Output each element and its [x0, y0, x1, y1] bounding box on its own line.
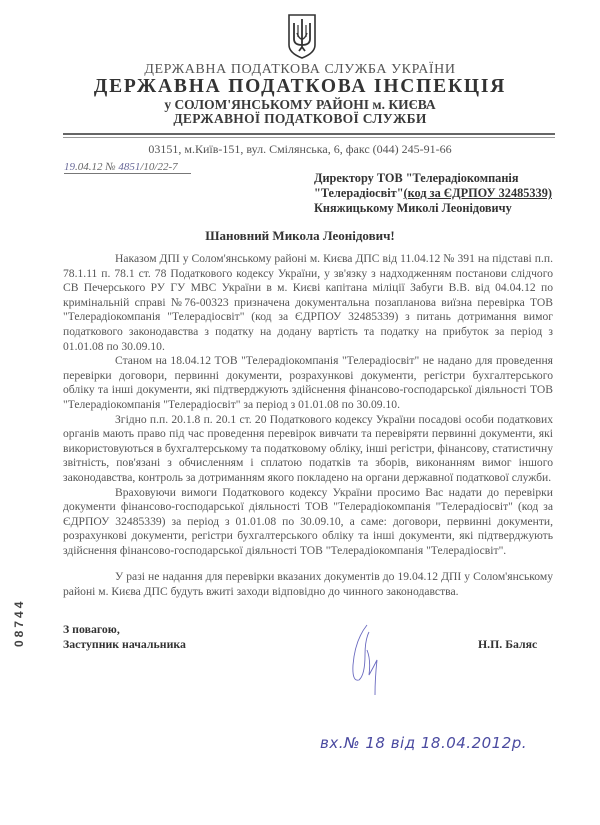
reference-number — [64, 161, 191, 173]
handwritten-signature — [345, 620, 395, 700]
handwritten-registration-note — [320, 734, 560, 764]
paragraph: Згідно п.п. 20.1.8 п. 20.1 ст. 20 Податкового кодексу України посадові особи податкових органів мають право під час проведення перевірок вивчати та перевіряти первинні документи, які використовуються в бухгалтерському та податковому обліку, інші регістри, фінансову, статистичну звітність, пов'язані з обчисленням і сплатою податків та зборів, виконанням вимог іншого законодавства, контроль за дотриманням якого покладено на органи державної податкової служби. — [63, 412, 553, 484]
recipient-company: "Телерадіосвіт" — [314, 186, 404, 200]
reference-suffix: /10/22-7 — [140, 161, 178, 173]
paragraph: Наказом ДПІ у Солом'янському районі м. Києва ДПС від 11.04.12 № 391 на підставі п.п. 78.1.11 п. 78.1 ст. 78 Податкового кодексу України, у зв'язку з надходженням постанови слідчого СВ Печерського РУ ГУ МВС України в м. Києві капітана міліції Забуги В.В. від 04.04.12 по кримінальній справі №76-00323 призначена документальна позапланова виїзна перевірка ТОВ "Телерадіокомпанія "Телерадіосвіт" (код за ЄДРПОУ 32485339) з питань дотримання вимог податкового законодавства з податку на додану вартість та податку на прибуток за період з 01.01.08 по 30.09.10. — [63, 252, 553, 353]
handwritten-note-text: вх.№ 18 від 18.04.2012р. — [320, 734, 528, 752]
paragraph: Станом на 18.04.12 ТОВ "Телерадіокомпанія "Телерадіосвіт" не надано для проведення перевірки договори, первинні документи, розрахункові документи, регістри бухгалтерського обліку та інші документи, які підтверджують здійснення фінансово-господарської діяльності ТОВ "Телерадіокомпанія "Телерадіосвіт" за період з 01.01.08 по 30.09.10. — [63, 354, 553, 411]
paragraph: Враховуючи вимоги Податкового кодексу України просимо Вас надати до перевірки документи фінансово-господарської діяльності ТОВ "Телерадіокомпанія "Телерадіосвіт" (код за ЄДРПОУ 32485339) за період з 01.01.08 по 30.09.10, а саме: договори, первинні документи, розрахункові документи, регістри бухгалтерського обліку та інші документи, які підтверджують здійснення фінансово-господарської діяльності ТОВ "Телерадіокомпанія "Телерадіосвіт". — [63, 485, 553, 557]
district-title: у СОЛОМ'ЯНСЬКОМУ РАЙОНІ м. КИЄВА — [164, 97, 436, 112]
closing-block — [63, 622, 186, 652]
trident-emblem-icon — [287, 13, 317, 59]
recipient-line-1: Директору ТОВ "Телерадіокомпанія — [314, 171, 519, 185]
reference-date: .04.12 № — [75, 161, 116, 173]
salutation: Шановний Микола Леонідович! — [205, 228, 395, 243]
registration-stamp — [10, 575, 30, 650]
closing-regards: З повагою, — [63, 622, 120, 636]
dps-title: ДЕРЖАВНОЇ ПОДАТКОВОЇ СЛУЖБИ — [173, 111, 427, 126]
inspection-title: ДЕРЖАВНА ПОДАТКОВА ІНСПЕКЦІЯ — [93, 76, 507, 97]
reference-day: 19 — [64, 161, 75, 173]
recipient-block — [314, 171, 552, 216]
header-divider-thin — [63, 137, 555, 138]
reference-num: 4851 — [118, 161, 141, 173]
letter-body — [63, 252, 553, 600]
address-line: 03151, м.Київ-151, вул. Смілянська, 6, факс (044) 245-91-66 — [148, 142, 452, 156]
header-divider-thick — [63, 133, 555, 135]
stamp-number: 08744 — [12, 598, 26, 647]
paragraph: У разі не надання для перевірки вказаних документів до 19.04.12 ДПІ у Солом'янському районі м. Києва ДПС будуть вжиті заходи відповідно до чинного законодавства. — [63, 570, 553, 599]
signer-position: Заступник начальника — [63, 637, 186, 651]
signer-name: Н.П. Баляс — [478, 637, 538, 651]
service-title: ДЕРЖАВНА ПОДАТКОВА СЛУЖБА УКРАЇНИ — [144, 62, 456, 77]
recipient-line-3: Княжицькому Миколі Леонідовичу — [314, 201, 512, 215]
recipient-code: (код за ЄДРПОУ 32485339) — [403, 186, 552, 200]
recipient-line-2 — [314, 186, 552, 201]
